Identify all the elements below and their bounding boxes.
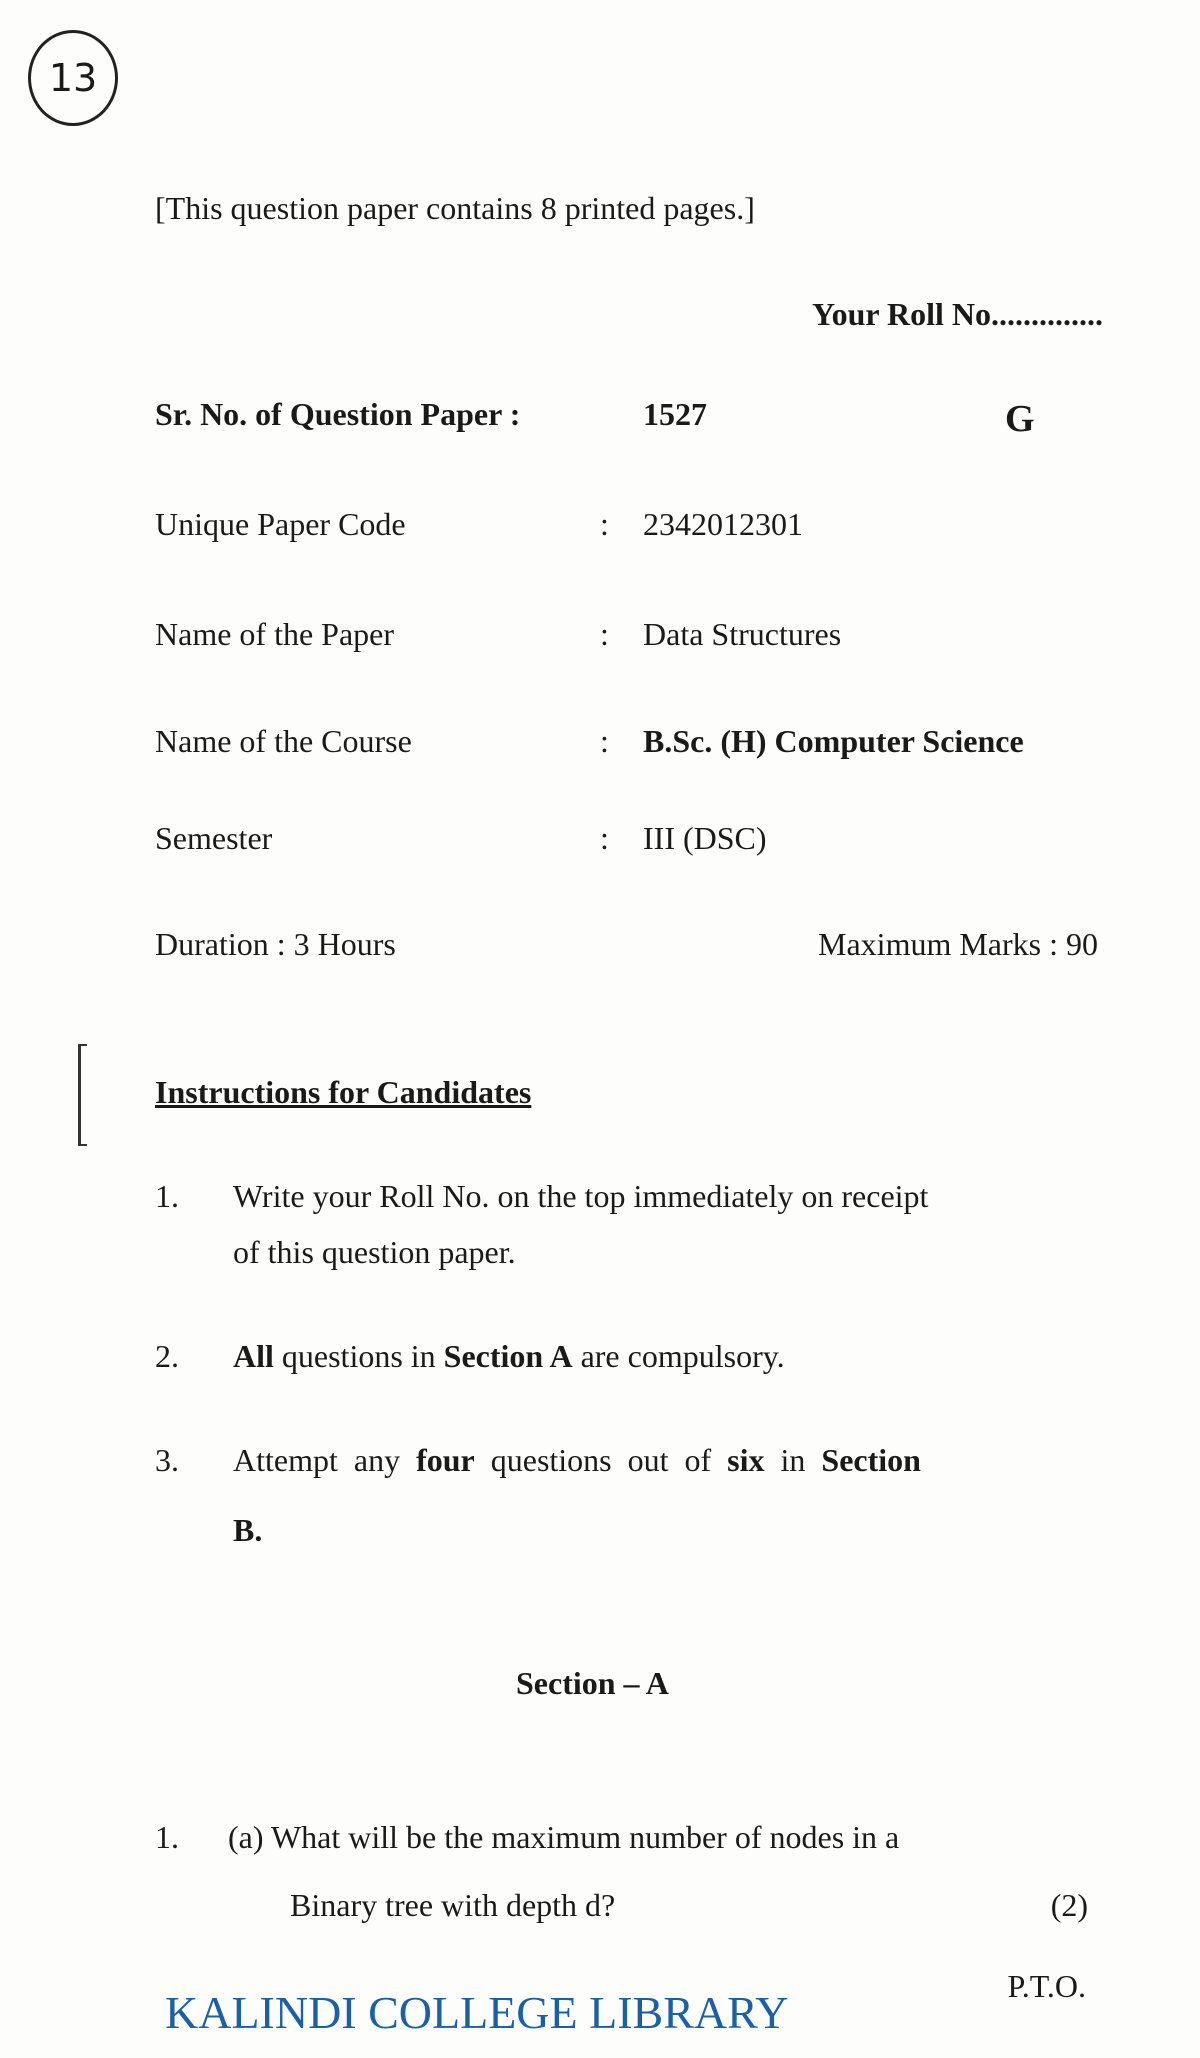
roll-number-field: Your Roll No.............. [812, 296, 1103, 332]
emphasis: All [233, 1338, 274, 1374]
emphasis: Section [821, 1442, 921, 1478]
sr-no-value: 1527 [643, 396, 707, 432]
question-text: (a) What will be the maximum number of nodes in a [228, 1819, 900, 1855]
detail-label: Unique Paper Code [155, 506, 406, 542]
instruction-text [233, 1340, 785, 1372]
page-count-note: [This question paper contains 8 printed pages.] [155, 190, 755, 226]
duration: Duration : 3 Hours [155, 926, 396, 962]
detail-label: Name of the Paper [155, 616, 395, 652]
text: in [764, 1442, 822, 1478]
emphasis: four [416, 1442, 475, 1478]
semester: III (DSC) [643, 820, 767, 856]
text: are compulsory. [572, 1338, 785, 1374]
instruction-number: 1. [155, 1178, 179, 1214]
detail-colon: : [600, 723, 609, 759]
margin-bracket-mark [78, 1044, 87, 1146]
question-number: 1. [155, 1819, 179, 1855]
detail-label: Name of the Course [155, 723, 412, 759]
instruction-number: 3. [155, 1442, 179, 1478]
library-watermark: KALINDI COLLEGE LIBRARY [165, 1987, 789, 2038]
text: questions in [273, 1338, 444, 1374]
text: questions out of [474, 1442, 728, 1478]
instruction-text: of this question paper. [233, 1234, 516, 1270]
emphasis: Section A [443, 1338, 573, 1374]
detail-colon: : [600, 820, 609, 856]
instruction-number: 2. [155, 1338, 179, 1374]
unique-paper-code: 2342012301 [643, 506, 803, 542]
page-number-mark: 13 [28, 30, 118, 126]
maximum-marks: Maximum Marks : 90 [818, 926, 1098, 962]
instruction-text [233, 1444, 921, 1476]
instruction-text: Write your Roll No. on the top immediately on receipt [233, 1178, 929, 1214]
detail-label: Semester [155, 820, 273, 856]
question-text: Binary tree with depth d? [290, 1887, 616, 1923]
course-name: B.Sc. (H) Computer Science [643, 723, 1024, 759]
paper-name: Data Structures [643, 616, 842, 652]
set-code: G [1005, 398, 1035, 440]
sr-no-label: Sr. No. of Question Paper : [155, 396, 521, 432]
detail-colon: : [600, 506, 609, 542]
text: Attempt any [233, 1442, 417, 1478]
emphasis: six [727, 1442, 765, 1478]
section-title: Section – A [516, 1665, 669, 1701]
please-turn-over: P.T.O. [1007, 1968, 1086, 2004]
question-marks: (2) [1050, 1887, 1088, 1923]
detail-colon: : [600, 616, 609, 652]
instruction-text: B. [233, 1512, 263, 1548]
instructions-title: Instructions for Candidates [155, 1074, 532, 1110]
